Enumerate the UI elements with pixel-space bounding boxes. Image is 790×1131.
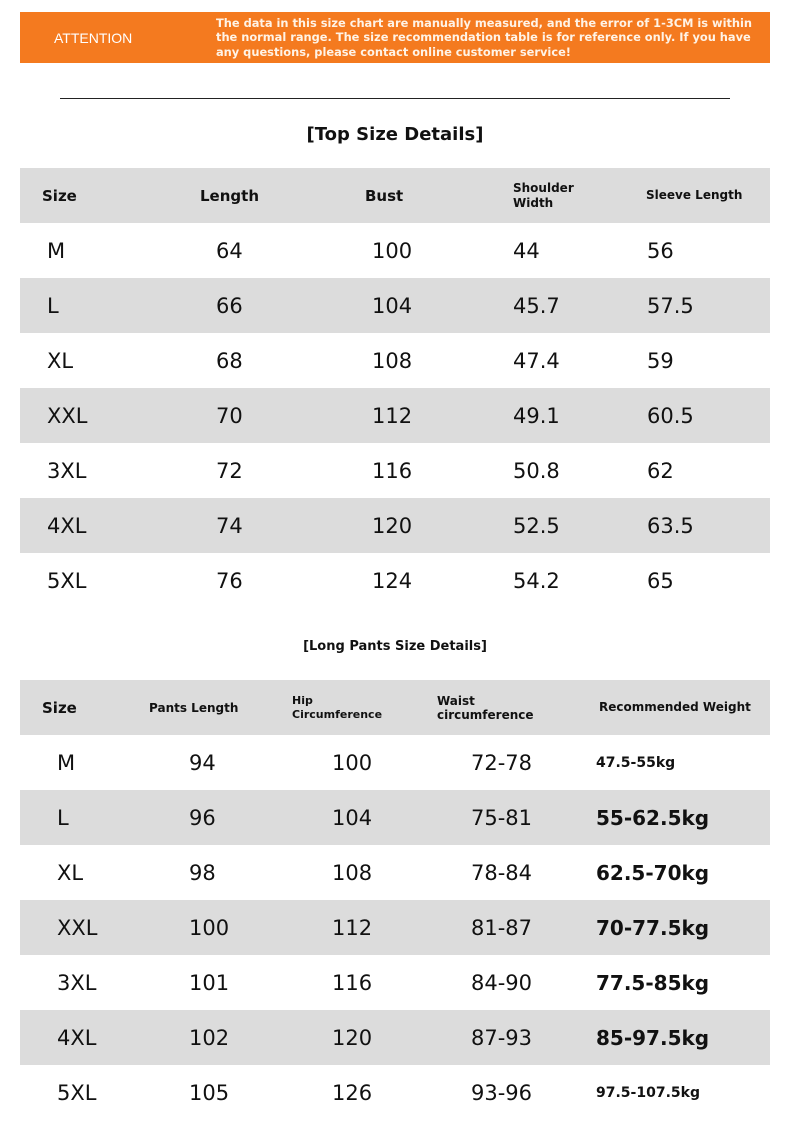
table-header-row xyxy=(20,680,770,735)
shoulder-cell: 54.2 xyxy=(513,568,560,593)
table-row xyxy=(20,443,770,498)
size-cell: 5XL xyxy=(57,1080,97,1105)
hip-cell: 126 xyxy=(332,1080,373,1105)
bust-cell: 100 xyxy=(372,238,413,263)
shoulder-cell: 49.1 xyxy=(513,403,560,428)
divider-line xyxy=(60,98,730,99)
bust-cell: 108 xyxy=(372,348,413,373)
header-pants-length: Pants Length xyxy=(149,700,239,715)
size-cell: L xyxy=(47,293,59,318)
bust-cell: 120 xyxy=(372,513,413,538)
table-row xyxy=(20,333,770,388)
weight-cell: 85-97.5kg xyxy=(596,1025,710,1050)
length-cell: 68 xyxy=(216,348,243,373)
bust-cell: 116 xyxy=(372,458,413,483)
bust-cell: 104 xyxy=(372,293,413,318)
size-cell: XXL xyxy=(47,403,88,428)
table-row xyxy=(20,498,770,553)
waist-cell: 84-90 xyxy=(471,970,533,995)
table-row xyxy=(20,223,770,278)
sleeve-cell: 60.5 xyxy=(647,403,694,428)
size-cell: 4XL xyxy=(57,1025,97,1050)
weight-cell: 55-62.5kg xyxy=(596,805,710,830)
top-size-title: [Top Size Details] xyxy=(306,124,484,145)
size-cell: M xyxy=(57,750,76,775)
table-row xyxy=(20,278,770,333)
shoulder-cell: 47.4 xyxy=(513,348,560,373)
pants-length-cell: 105 xyxy=(189,1080,230,1105)
table-header-row xyxy=(20,168,770,223)
table-row xyxy=(20,388,770,443)
header-bust: Bust xyxy=(365,186,404,205)
hip-cell: 104 xyxy=(332,805,373,830)
table-row xyxy=(20,955,770,1010)
weight-cell: 47.5-55kg xyxy=(596,754,676,771)
size-cell: XL xyxy=(47,348,74,373)
size-cell: 3XL xyxy=(57,970,97,995)
header-hip-circumference: Hip Circumference xyxy=(292,693,383,721)
size-cell: L xyxy=(57,805,69,830)
pants-length-cell: 101 xyxy=(189,970,230,995)
size-cell: 3XL xyxy=(47,458,87,483)
sleeve-cell: 62 xyxy=(647,458,674,483)
weight-cell: 97.5-107.5kg xyxy=(596,1084,700,1101)
table-row xyxy=(20,1065,770,1120)
size-cell: XXL xyxy=(57,915,98,940)
size-cell: 4XL xyxy=(47,513,87,538)
pants-length-cell: 102 xyxy=(189,1025,230,1050)
waist-cell: 87-93 xyxy=(471,1025,533,1050)
size-cell: XL xyxy=(57,860,84,885)
sleeve-cell: 63.5 xyxy=(647,513,694,538)
hip-cell: 112 xyxy=(332,915,373,940)
length-cell: 64 xyxy=(216,238,243,263)
attention-banner xyxy=(20,12,770,63)
length-cell: 76 xyxy=(216,568,243,593)
length-cell: 74 xyxy=(216,513,243,538)
hip-cell: 116 xyxy=(332,970,373,995)
waist-cell: 75-81 xyxy=(471,805,533,830)
pants-length-cell: 98 xyxy=(189,860,216,885)
table-row xyxy=(20,900,770,955)
pants-size-title: [Long Pants Size Details] xyxy=(303,639,487,654)
length-cell: 72 xyxy=(216,458,243,483)
weight-cell: 70-77.5kg xyxy=(596,915,710,940)
pants-length-cell: 94 xyxy=(189,750,216,775)
shoulder-cell: 44 xyxy=(513,238,540,263)
sleeve-cell: 56 xyxy=(647,238,674,263)
waist-cell: 81-87 xyxy=(471,915,533,940)
weight-cell: 77.5-85kg xyxy=(596,970,710,995)
table-row xyxy=(20,553,770,608)
waist-cell: 93-96 xyxy=(471,1080,533,1105)
header-length: Length xyxy=(200,186,259,205)
hip-cell: 120 xyxy=(332,1025,373,1050)
sleeve-cell: 65 xyxy=(647,568,674,593)
shoulder-cell: 50.8 xyxy=(513,458,560,483)
pants-length-cell: 100 xyxy=(189,915,230,940)
bust-cell: 124 xyxy=(372,568,413,593)
sleeve-cell: 57.5 xyxy=(647,293,694,318)
waist-cell: 78-84 xyxy=(471,860,533,885)
pants-size-table xyxy=(20,680,770,1120)
waist-cell: 72-78 xyxy=(471,750,533,775)
table-row xyxy=(20,1010,770,1065)
attention-label: ATTENTION xyxy=(54,29,133,46)
header-recommended-weight: Recommended Weight xyxy=(599,700,751,714)
attention-text: The data in this size chart are manually measured, and the error of 1-3CM is within the normal range. The size recommendation table is for reference only. If you have any questions, please contact online customer service! xyxy=(216,15,753,59)
table-row xyxy=(20,790,770,845)
length-cell: 66 xyxy=(216,293,243,318)
shoulder-cell: 52.5 xyxy=(513,513,560,538)
header-size: Size xyxy=(42,698,77,717)
size-cell: 5XL xyxy=(47,568,87,593)
hip-cell: 108 xyxy=(332,860,373,885)
header-shoulder-width: Shoulder Width xyxy=(513,180,574,210)
top-size-table xyxy=(20,168,770,608)
header-size: Size xyxy=(42,186,77,205)
length-cell: 70 xyxy=(216,403,243,428)
hip-cell: 100 xyxy=(332,750,373,775)
size-cell: M xyxy=(47,238,66,263)
table-row xyxy=(20,735,770,790)
bust-cell: 112 xyxy=(372,403,413,428)
header-sleeve-length: Sleeve Length xyxy=(646,188,743,202)
sleeve-cell: 59 xyxy=(647,348,674,373)
weight-cell: 62.5-70kg xyxy=(596,860,710,885)
shoulder-cell: 45.7 xyxy=(513,293,560,318)
pants-length-cell: 96 xyxy=(189,805,216,830)
table-row xyxy=(20,845,770,900)
header-waist-circumference: Waist circumference xyxy=(437,693,534,722)
